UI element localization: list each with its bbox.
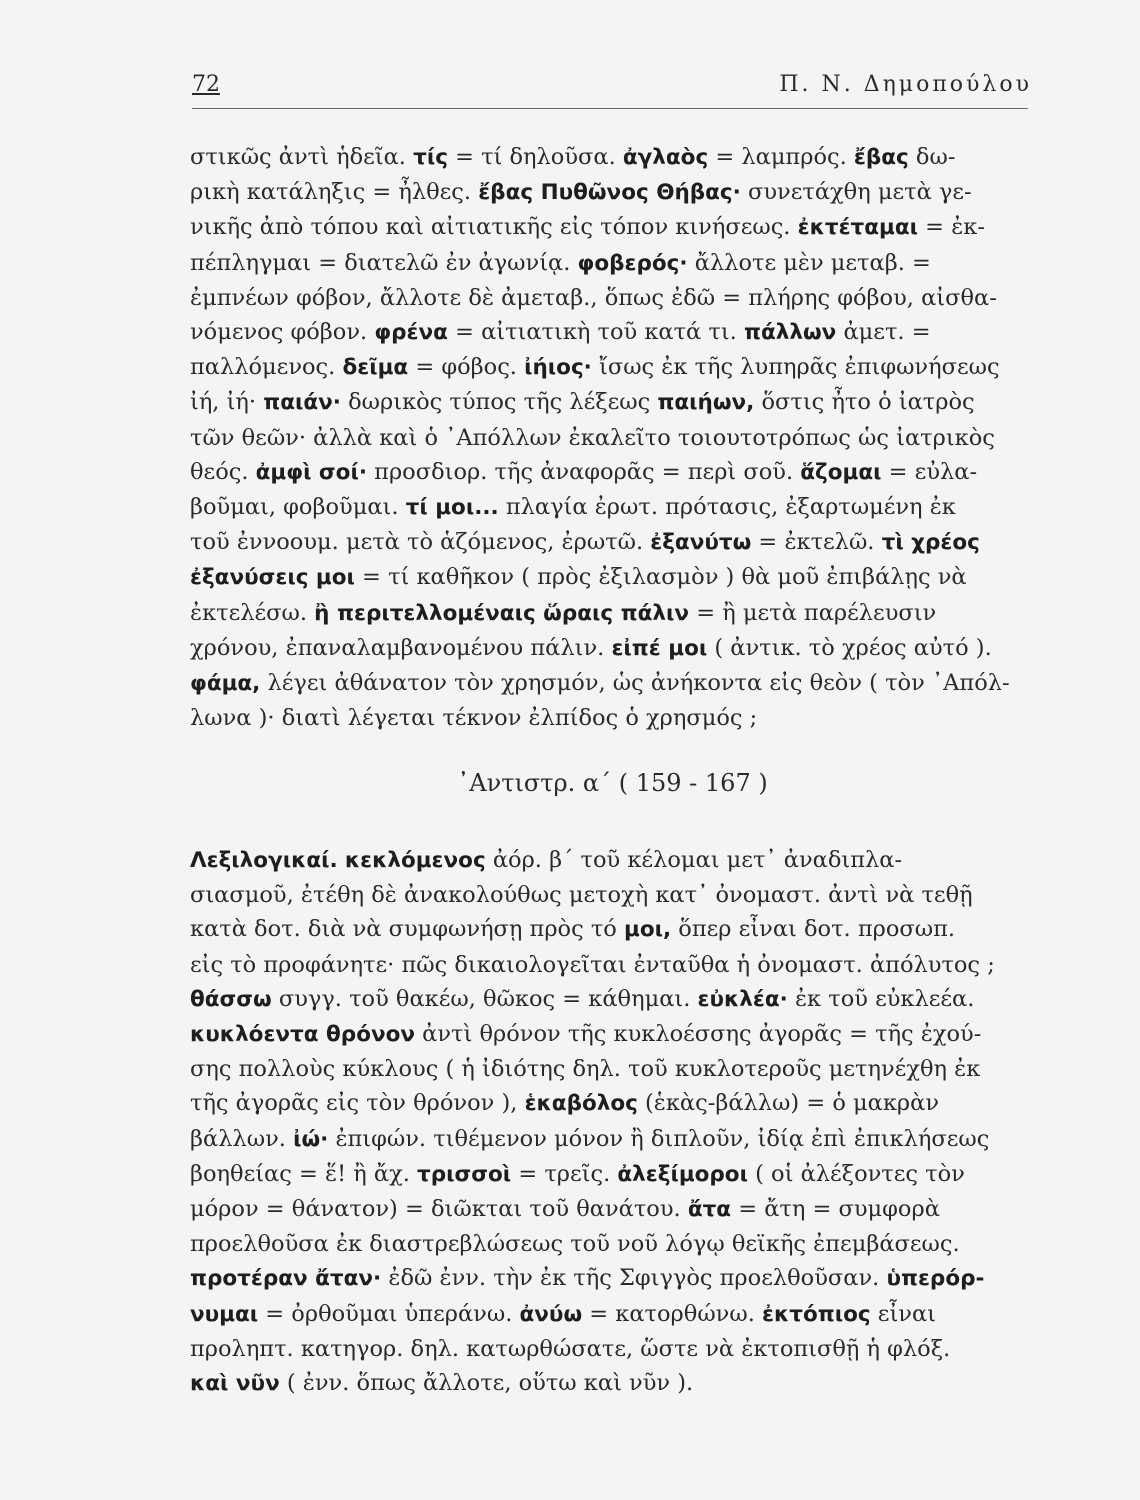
text-line bbox=[190, 912, 1035, 947]
text-segment: ἄλλοτε μὲν μεταβ. = bbox=[687, 249, 931, 276]
text-segment: = τρεῖς. bbox=[511, 1160, 618, 1187]
text-line bbox=[190, 525, 1035, 560]
text-segment: = αἰτιατικὴ τοῦ κατά τι. bbox=[447, 319, 744, 346]
text-segment: λέγει ἀθάνατον τὸν χρησμόν, ὡς ἀνήκοντα εἰς θεὸν ( τὸν ᾿Απόλ- bbox=[260, 670, 1010, 697]
text-segment: θεός. bbox=[190, 458, 256, 485]
text-line bbox=[190, 490, 1035, 525]
text-segment: = κατορθώνω. bbox=[582, 1300, 762, 1327]
lemma-term: τί μοι... bbox=[405, 495, 499, 521]
commentary-block-1 bbox=[190, 140, 1035, 735]
text-segment: συγγ. τοῦ θακέω, θῶκος = κάθημαι. bbox=[271, 985, 698, 1012]
lemma-term: ἑκαβόλος bbox=[524, 1091, 638, 1117]
text-segment: = τί δηλοῦσα. bbox=[447, 144, 623, 170]
text-line bbox=[190, 878, 1035, 912]
lemma-term: ἢ περιτελλομέναις ὥραις πάλιν bbox=[314, 600, 690, 626]
section-heading: ᾿Αντιστρ. α΄ ( 159 - 167 ) bbox=[457, 769, 768, 797]
lemma-term: ἄτα bbox=[687, 1197, 732, 1223]
text-segment: ἀμετ. = bbox=[836, 319, 931, 346]
lemma-term: Λεξιλογικαί. bbox=[190, 848, 338, 873]
lemma-term: τὶ χρέος bbox=[881, 530, 980, 556]
text-segment: ἐμπνέων φόβον, ἄλλοτε δὲ ἀμεταβ., ὅπως ἐδῶ = πλήρης φόβου, αἰσθα- bbox=[190, 284, 997, 311]
text-line bbox=[190, 701, 1035, 735]
text-segment: βοηθείας = ἕ! ἢ ἄχ. bbox=[190, 1160, 418, 1187]
text-line bbox=[190, 1086, 1035, 1121]
text-segment: δωρικὸς τύπος τῆς λέξεως bbox=[340, 389, 658, 416]
lemma-term: ἔβας bbox=[853, 145, 909, 170]
text-segment: πλαγία ἐρωτ. πρότασις, ἐξαρτωμένη ἐκ bbox=[498, 494, 956, 521]
text-segment: = ὀρθοῦμαι ὑπεράνω. bbox=[258, 1300, 520, 1327]
lemma-term: ἰώ· bbox=[293, 1126, 329, 1152]
commentary-block-2 bbox=[190, 843, 1035, 1401]
text-line bbox=[190, 140, 1035, 175]
header-rule bbox=[192, 108, 1028, 109]
lemma-term: πάλλων bbox=[743, 320, 837, 346]
text-segment: τοῦ ἐννοουμ. μετὰ τὸ ἁζόμενος, ἐρωτῶ. bbox=[190, 529, 651, 556]
text-line bbox=[190, 843, 1035, 878]
text-segment: (ἑκὰς-βάλλω) = ὁ μακρὰν bbox=[637, 1090, 940, 1117]
lemma-term: ἰήιος· bbox=[524, 355, 592, 381]
text-segment: ὅστις ἦτο ὁ ἰατρὸς bbox=[754, 389, 975, 416]
lemma-term: ἀλεξίμοροι bbox=[617, 1161, 748, 1187]
text-line bbox=[190, 455, 1035, 490]
text-line bbox=[190, 948, 1035, 982]
text-segment: ἐπιφών. τιθέμενον μόνον ἢ διπλοῦν, ἰδίᾳ ἐπὶ ἐπικλήσεως bbox=[328, 1125, 990, 1152]
text-segment: βοῦμαι, φοβοῦμαι. bbox=[190, 494, 406, 521]
lemma-term: μοι, bbox=[624, 917, 672, 943]
text-segment: παλλόμενος. bbox=[190, 354, 343, 381]
lemma-term: εὐκλέα· bbox=[697, 986, 788, 1012]
lemma-term: καὶ νῦν bbox=[190, 1371, 280, 1397]
text-segment: λωνα )· διατὶ λέγεται τέκνον ἐλπίδος ὁ χρησμός ; bbox=[190, 705, 758, 732]
text-line bbox=[190, 1366, 1035, 1401]
lemma-term: ἐξανύτω bbox=[650, 530, 752, 556]
lemma-term: ἀγλαὸς bbox=[622, 145, 709, 170]
text-segment: χρόνου, ἐπαναλαμβανομένου πάλιν. bbox=[190, 634, 612, 661]
text-segment: δω- bbox=[908, 144, 956, 170]
text-segment: πέπληγμαι = διατελῶ ἐν ἀγωνίᾳ. bbox=[190, 249, 578, 276]
text-line bbox=[190, 1192, 1035, 1227]
lemma-term: παιήων, bbox=[657, 390, 755, 416]
text-line bbox=[190, 1227, 1035, 1261]
text-segment: προσδιορ. τῆς ἀναφορᾶς = περὶ σοῦ. bbox=[367, 458, 801, 485]
text-segment: = ἄτη = συμφορὰ bbox=[731, 1196, 940, 1223]
lemma-term: φρένα bbox=[374, 320, 448, 346]
lemma-term: ἐξανύσεις μοι bbox=[190, 565, 355, 591]
text-segment: ἴσως ἐκ τῆς λυπηρᾶς ἐπιφωνήσεως bbox=[591, 354, 1000, 381]
text-segment: κατὰ δοτ. διὰ νὰ συμφωνήσῃ πρὸς τό bbox=[190, 916, 625, 943]
text-line bbox=[190, 350, 1035, 385]
text-segment: = ἐκ- bbox=[918, 214, 985, 241]
lemma-term: ἐκτέταμαι bbox=[797, 215, 919, 241]
text-line bbox=[190, 281, 1035, 315]
text-segment: ἀντὶ θρόνον τῆς κυκλοέσσης ἀγορᾶς = τῆς ἐχού- bbox=[415, 1021, 982, 1048]
text-segment: ρικὴ κατάληξις = ἦλθες. bbox=[190, 179, 479, 206]
text-line bbox=[190, 1052, 1035, 1086]
lemma-term: ἀμφὶ σοί· bbox=[255, 459, 367, 485]
text-line bbox=[190, 596, 1035, 631]
page-header bbox=[192, 72, 1032, 108]
text-line bbox=[190, 982, 1035, 1017]
page-number: 72 bbox=[192, 72, 220, 97]
lemma-term: ἔβας Πυθῶνος Θήβας· bbox=[478, 180, 741, 206]
text-line bbox=[190, 1261, 1035, 1296]
text-segment: προληπτ. κατηγορ. δηλ. κατωρθώσατε, ὥστε νὰ ἐκτοπισθῇ ἡ φλόξ. bbox=[190, 1335, 951, 1362]
lemma-term: δεῖμα bbox=[342, 355, 409, 381]
text-segment: = ἢ μετὰ παρέλευσιν bbox=[689, 599, 937, 626]
text-segment: εἶναι bbox=[870, 1300, 936, 1327]
text-segment: ( ἐνν. ὅπως ἄλλοτε, οὕτω καὶ νῦν ). bbox=[279, 1370, 694, 1397]
text-line bbox=[190, 1157, 1035, 1192]
text-segment: τῶν θεῶν· ἀλλὰ καὶ ὁ ᾿Απόλλων ἐκαλεῖτο τοιουτοτρόπως ὡς ἰατρικὸς bbox=[190, 424, 995, 451]
text-line bbox=[190, 246, 1035, 281]
lemma-term: ἅζομαι bbox=[800, 459, 882, 485]
lemma-term: φάμα, bbox=[190, 671, 261, 697]
lemma-term: φοβερός· bbox=[577, 250, 688, 276]
text-segment: = φόβος. bbox=[408, 354, 525, 381]
text-segment: ( οἱ ἀλέξοντες τὸν bbox=[747, 1160, 965, 1187]
text-line bbox=[190, 1332, 1035, 1366]
lemma-term: εἰπέ μοι bbox=[611, 635, 708, 661]
lemma-term: προτέραν ἄταν· bbox=[190, 1266, 382, 1292]
text-segment: εἰς τὸ προφάνητε· πῶς δικαιολογεῖται ἐνταῦθα ἡ ὀνομαστ. ἀπόλυτος ; bbox=[190, 951, 995, 978]
text-segment: σης πολλοὺς κύκλους ( ἡ ἰδιότης δηλ. τοῦ κυκλοτεροῦς μετηνέχθη ἐκ bbox=[190, 1056, 981, 1083]
lemma-term: κυκλόεντα θρόνον bbox=[190, 1022, 416, 1048]
text-line bbox=[190, 315, 1035, 350]
text-line bbox=[190, 560, 1035, 595]
text-line bbox=[190, 385, 1035, 420]
text-segment: ὅπερ εἶναι δοτ. προσωπ. bbox=[671, 916, 956, 943]
text-segment: σιασμοῦ, ἐτέθη δὲ ἀνακολούθως μετοχὴ κατ᾿ ὀνομαστ. ἀντὶ νὰ τεθῇ bbox=[190, 882, 973, 909]
lemma-term: κεκλόμενος bbox=[344, 848, 486, 873]
lemma-term: θάσσω bbox=[190, 986, 272, 1012]
text-segment: = τί καθῆκον ( πρὸς ἐξιλασμὸν ) θὰ μοῦ ἐπιβάλῃς νὰ bbox=[354, 564, 967, 591]
text-segment: ( ἀντικ. τὸ χρέος αὐτό ). bbox=[707, 634, 992, 661]
text-line bbox=[190, 631, 1035, 666]
text-segment: τῆς ἀγορᾶς εἰς τὸν θρόνον ), bbox=[190, 1090, 525, 1117]
text-segment: μόρον = θάνατον) = διῶκται τοῦ θανάτου. bbox=[190, 1196, 688, 1223]
text-segment: ἀόρ. β΄ τοῦ κέλομαι μετ᾿ ἀναδιπλα- bbox=[485, 847, 903, 873]
text-segment: στικῶς ἀντὶ ἡδεῖα. bbox=[190, 144, 414, 170]
text-segment: νικῆς ἀπὸ τόπου καὶ αἰτιατικῆς εἰς τόπον κινήσεως. bbox=[190, 214, 798, 241]
text-line bbox=[190, 1017, 1035, 1052]
text-segment: ἐδῶ ἐνν. τὴν ἐκ τῆς Σφιγγὸς προελθοῦσαν. bbox=[381, 1265, 887, 1292]
text-segment: = λαμπρός. bbox=[708, 144, 854, 170]
text-line bbox=[190, 1122, 1035, 1157]
text-segment: = ἐκτελῶ. bbox=[751, 529, 882, 556]
lemma-term: παιάν· bbox=[263, 390, 341, 416]
lemma-term: νυμαι bbox=[190, 1301, 259, 1327]
text-line bbox=[190, 666, 1035, 701]
lemma-term: ἀνύω bbox=[519, 1301, 583, 1327]
lemma-term: ἐκτόπιος bbox=[762, 1301, 871, 1327]
text-segment: ἐκτελέσω. bbox=[190, 599, 315, 626]
text-segment: ἐκ τοῦ εὐκλεέα. bbox=[787, 985, 975, 1012]
lemma-term: τρισσοὶ bbox=[417, 1161, 512, 1187]
text-line bbox=[190, 1297, 1035, 1332]
text-segment: νόμενος φόβον. bbox=[190, 319, 375, 346]
text-segment: συνετάχθη μετὰ γε- bbox=[740, 179, 972, 206]
text-line bbox=[190, 421, 1035, 455]
text-segment: = εὐλα- bbox=[881, 458, 978, 485]
lemma-term: τίς bbox=[413, 145, 448, 170]
text-segment: προελθοῦσα ἐκ διαστρεβλώσεως τοῦ νοῦ λόγῳ θεϊκῆς ἐπεμβάσεως. bbox=[190, 1231, 960, 1258]
text-line bbox=[190, 175, 1035, 210]
text-segment bbox=[338, 847, 345, 873]
text-segment: ἰή, ἰή· bbox=[190, 389, 264, 416]
text-segment: βάλλων. bbox=[190, 1125, 294, 1152]
text-line bbox=[190, 210, 1035, 245]
running-head: Π. Ν. Δημοπούλου bbox=[779, 72, 1032, 97]
lemma-term: ὑπερόρ- bbox=[886, 1266, 985, 1292]
